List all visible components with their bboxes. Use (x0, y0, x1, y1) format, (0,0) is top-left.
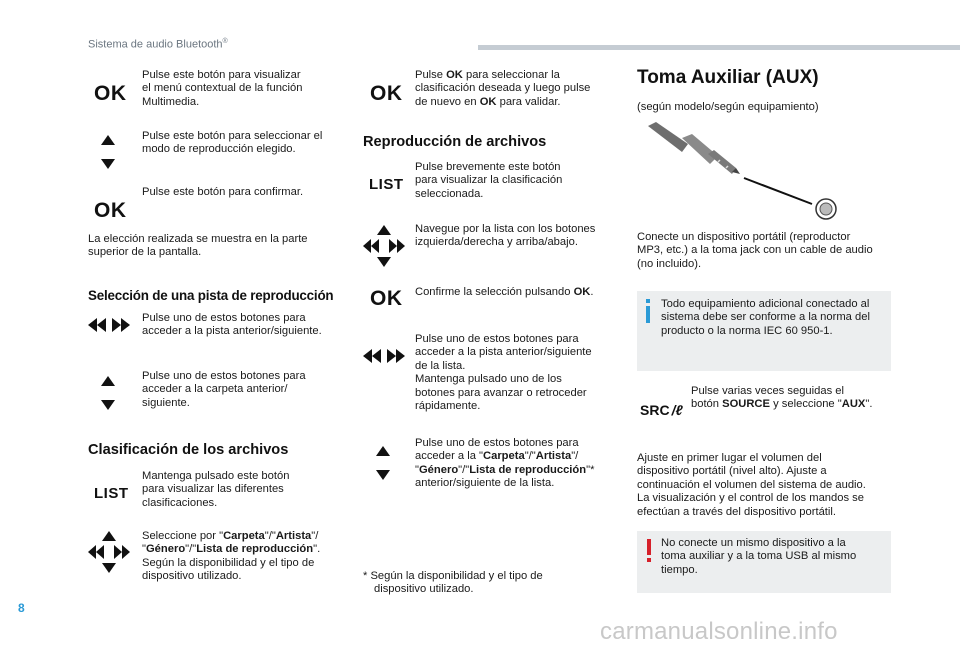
prev-next-arrows-icon (363, 349, 405, 363)
col1-p7: Mantenga pulsado este botón para visualizar las diferentes clasificaciones. (142, 470, 290, 509)
col3-p2: Pulse varias veces seguidas el botón SOURCE y seleccione "AUX". (691, 385, 873, 411)
ok-button-icon: OK (370, 82, 403, 105)
col2-p6: Pulse uno de estos botones para acceder a la "Carpeta"/"Artista"/ "Género"/"Lista de reproducción"* anterior/siguiente de la lista. (415, 437, 595, 490)
col1-p8: Seleccione por "Carpeta"/"Artista"/ "Género"/"Lista de reproducción". Según la disponibilidad y el tipo de dispositivo utilizado. (142, 530, 321, 583)
up-down-arrows-icon (376, 446, 390, 482)
col2-p1: Pulse OK para seleccionar la clasificación deseada y luego pulse de nuevo en OK para validar. (415, 69, 591, 108)
page-number: 8 (18, 601, 25, 615)
aux-subtitle: (según modelo/según equipamiento) (637, 101, 819, 113)
heading-file-playback: Reproducción de archivos (363, 134, 547, 150)
warning-text: No conecte un mismo dispositivo a la toma auxiliar y a la toma USB al mismo tiempo. (661, 537, 857, 576)
info-box (637, 291, 891, 371)
col1-p1: Pulse este botón para visualizar el menú contextual de la función Multimedia. (142, 69, 303, 108)
jack-plug-illustration (648, 122, 848, 227)
col2-p2: Pulse brevemente este botón para visualizar la clasificación seleccionada. (415, 161, 563, 200)
col1-p3: Pulse este botón para confirmar. (142, 186, 304, 198)
up-down-arrows-icon (101, 376, 115, 412)
info-icon (644, 299, 652, 323)
header-rule (478, 45, 960, 50)
prev-next-arrows-icon (88, 318, 130, 332)
section-title-aux: Toma Auxiliar (AUX) (637, 67, 819, 88)
heading-file-classification: Clasificación de los archivos (88, 442, 289, 458)
col3-p1: Conecte un dispositivo portátil (reproductor MP3, etc.) a la toma jack con un cable de audio (no incluido). (637, 231, 873, 270)
running-header: Sistema de audio Bluetooth® (88, 38, 228, 51)
up-down-arrows-icon (101, 135, 115, 171)
col1-p5: Pulse uno de estos botones para acceder a la pista anterior/siguiente. (142, 312, 322, 338)
heading-track-selection: Selección de una pista de reproducción (88, 288, 334, 303)
src-button-icon: SRC /ℓ (640, 402, 683, 418)
info-text: Todo equipamiento adicional conectado al sistema debe ser conforme a la norma del producto o la norma IEC 60 950-1. (661, 298, 870, 337)
ok-button-icon: OK (94, 199, 127, 222)
watermark: carmanualsonline.info (600, 618, 838, 645)
warning-icon (645, 539, 653, 563)
list-button-icon: LIST (369, 176, 404, 193)
warning-box (637, 531, 891, 593)
col1-p2: Pulse este botón para seleccionar el modo de reproducción elegido. (142, 130, 323, 156)
col2-p4: Confirme la selección pulsando OK. (415, 286, 594, 298)
ok-button-icon: OK (94, 82, 127, 105)
ok-button-icon: OK (370, 287, 403, 310)
list-button-icon: LIST (94, 485, 129, 502)
col1-p4: La elección realizada se muestra en la parte superior de la pantalla. (88, 233, 308, 259)
footnote: * Según la disponibilidad y el tipo de dispositivo utilizado. (363, 570, 543, 596)
col2-p5: Pulse uno de estos botones para acceder a la pista anterior/siguiente de la lista. Mantenga pulsado uno de los botones para avanzar o retroceder rápidamente. (415, 333, 592, 413)
col3-p3: Ajuste en primer lugar el volumen del dispositivo portátil (nivel alto). Ajuste a continuación el volumen del sistema de audio. La visualización y el control de los mandos se efectúan a través del dispositivo portátil. (637, 452, 866, 518)
four-way-arrows-icon (88, 531, 130, 573)
four-way-arrows-icon (363, 225, 405, 267)
col2-p3: Navegue por la lista con los botones izquierda/derecha y arriba/abajo. (415, 223, 596, 249)
col1-p6: Pulse uno de estos botones para acceder a la carpeta anterior/ siguiente. (142, 370, 306, 409)
